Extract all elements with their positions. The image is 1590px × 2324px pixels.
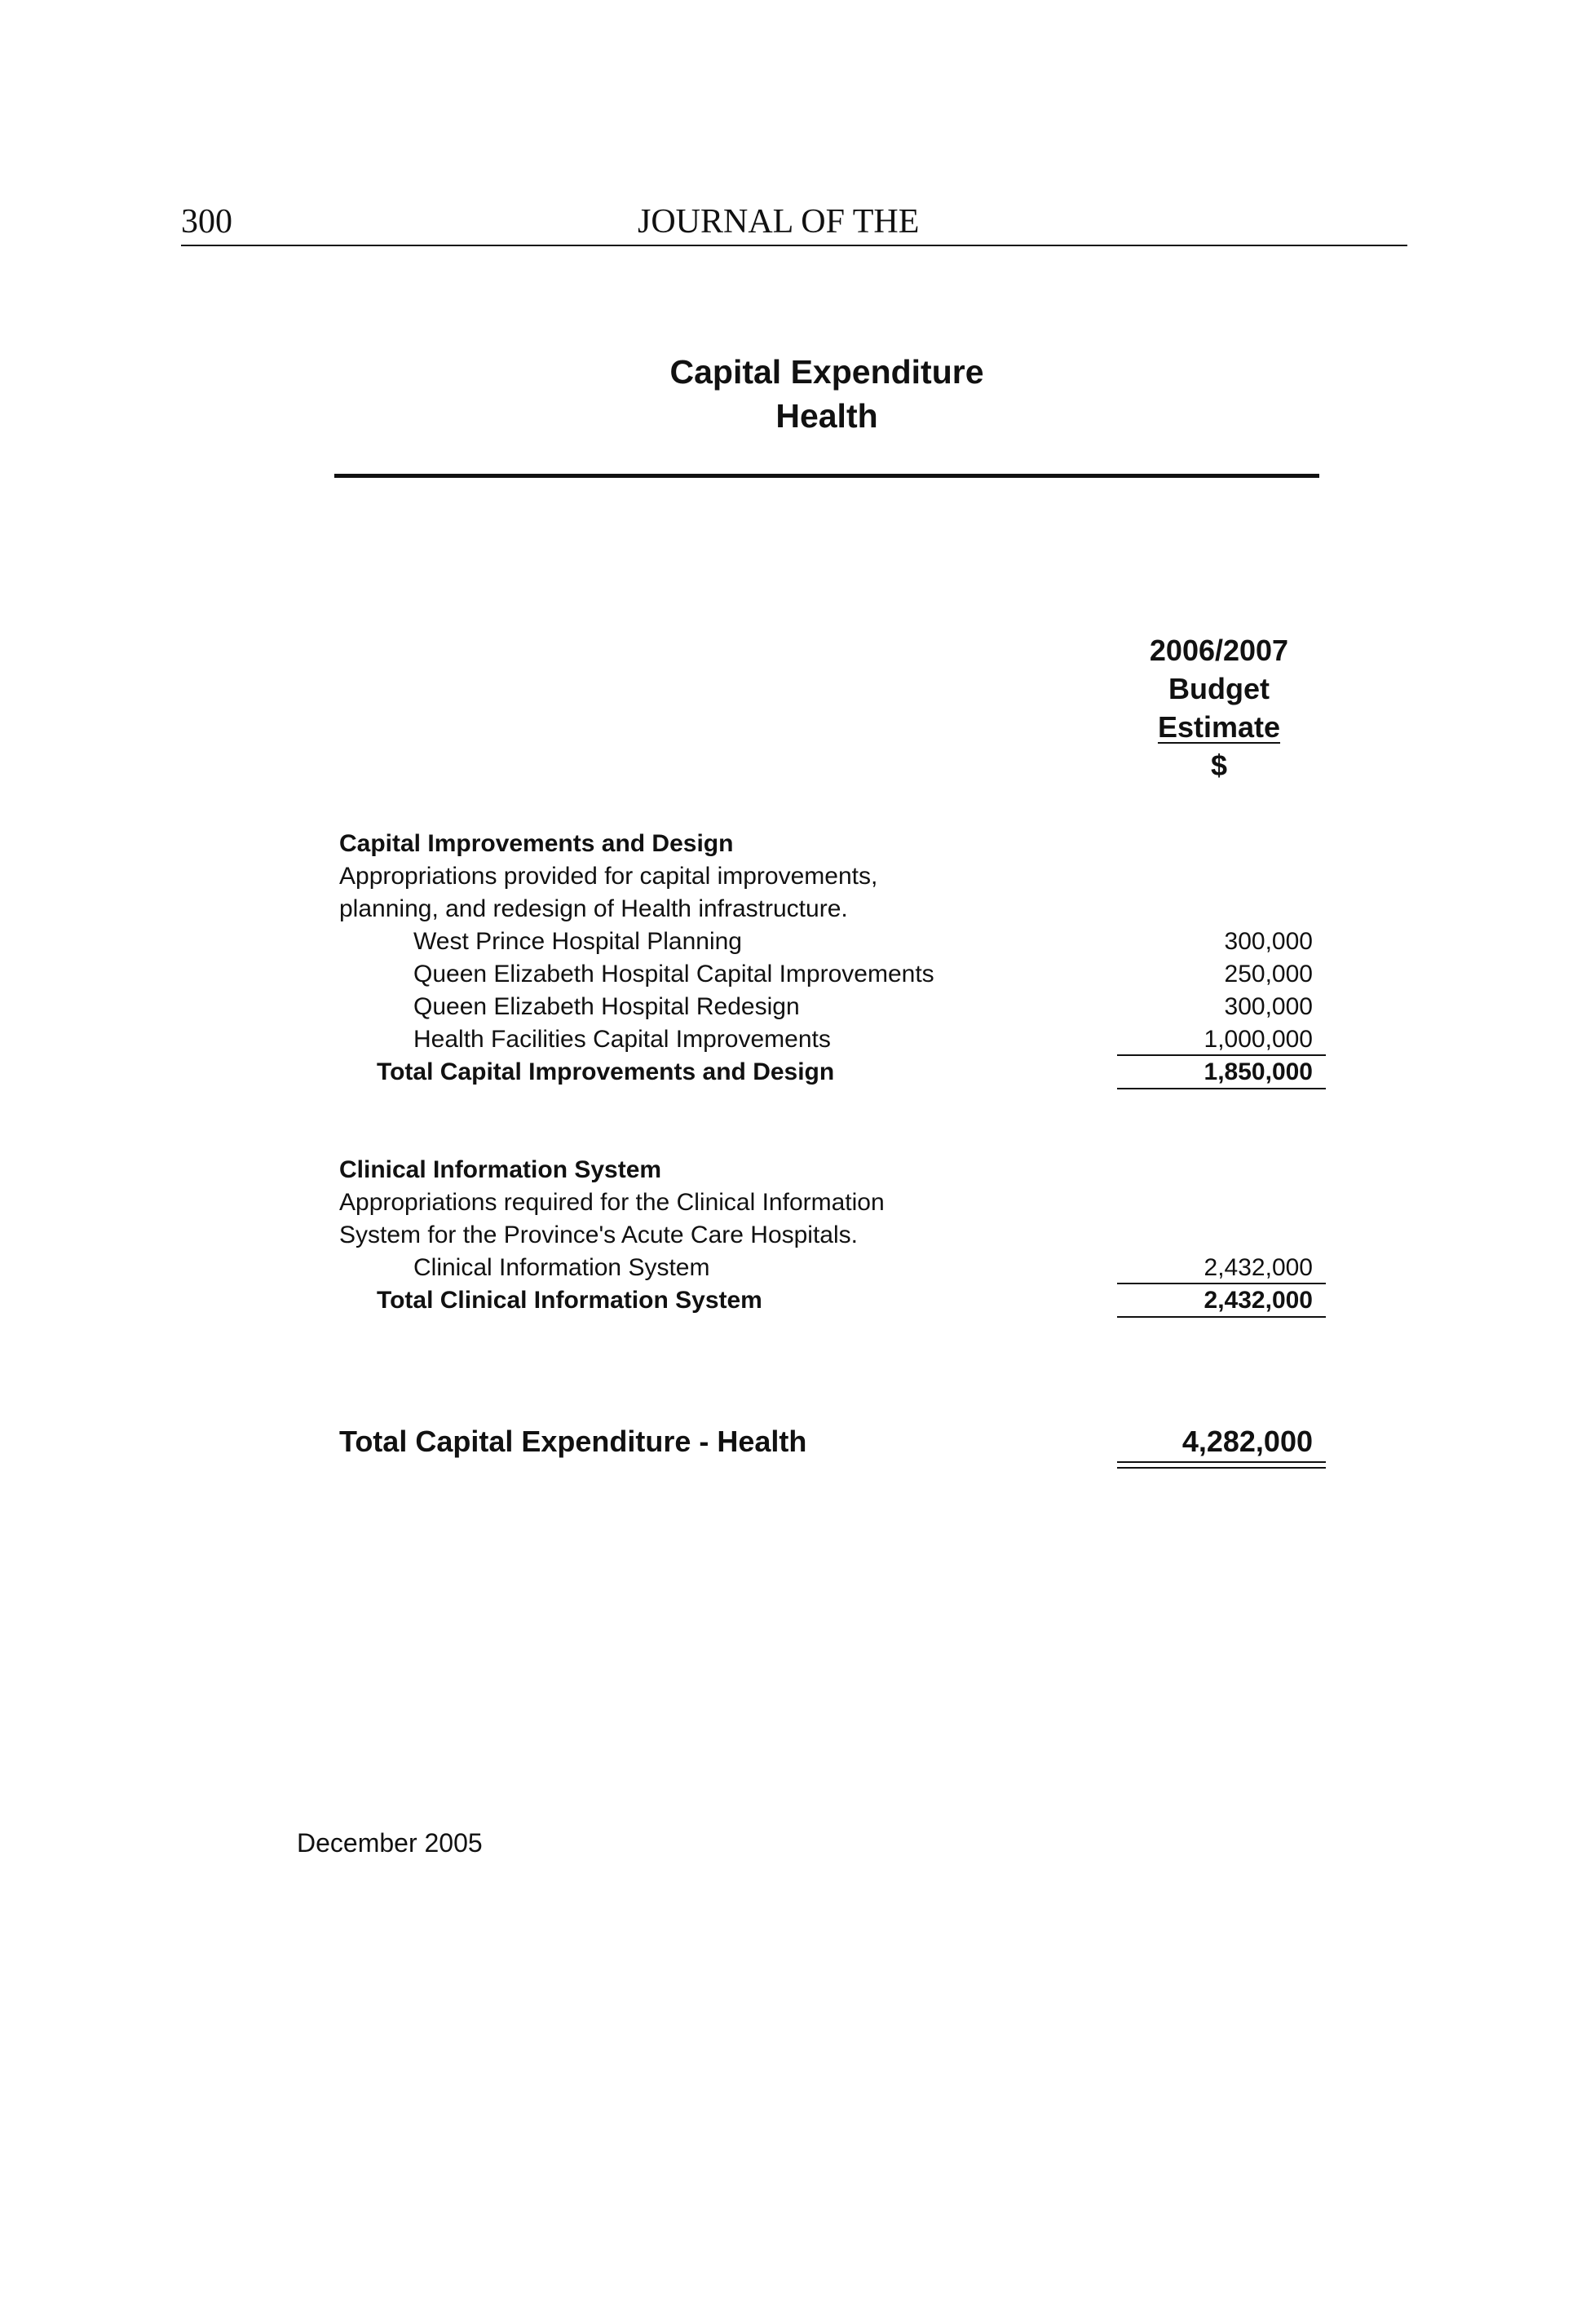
item-amount: 2,432,000	[1204, 1254, 1313, 1281]
section-description-line: planning, and redesign of Health infrastructure.	[339, 895, 848, 922]
page-number: 300	[181, 203, 232, 241]
section-description-line: System for the Province's Acute Care Hospitals.	[339, 1222, 858, 1248]
section-description-line: Appropriations required for the Clinical Information	[339, 1189, 885, 1216]
journal-title: JOURNAL OF THE	[638, 203, 920, 241]
column-header-estimate: Estimate	[1157, 710, 1281, 744]
total-rule	[1117, 1316, 1326, 1318]
grand-total-amount: 4,282,000	[1181, 1425, 1313, 1458]
section-total-amount: 2,432,000	[1204, 1287, 1313, 1314]
grand-total-label: Total Capital Expenditure - Health	[339, 1425, 807, 1458]
item-label: Queen Elizabeth Hospital Capital Improvements	[413, 961, 934, 987]
column-header-year: 2006/2007	[1149, 634, 1289, 667]
column-header-currency: $	[1210, 749, 1228, 782]
document-title: Capital Expenditure	[669, 353, 984, 391]
item-amount: 300,000	[1224, 928, 1313, 955]
item-label: Queen Elizabeth Hospital Redesign	[413, 993, 800, 1020]
section-total-label: Total Clinical Information System	[377, 1287, 762, 1314]
title-rule	[334, 474, 1319, 478]
grand-total-rule-bottom	[1117, 1467, 1326, 1469]
item-amount: 1,000,000	[1204, 1026, 1313, 1053]
item-label: Health Facilities Capital Improvements	[413, 1026, 831, 1053]
item-amount: 250,000	[1224, 961, 1313, 987]
item-amount: 300,000	[1224, 993, 1313, 1020]
running-head	[181, 199, 1407, 246]
section-description-line: Appropriations provided for capital improvements,	[339, 863, 878, 890]
item-label: Clinical Information System	[413, 1254, 710, 1281]
section-heading: Capital Improvements and Design	[339, 830, 734, 857]
column-header-budget: Budget	[1168, 672, 1270, 705]
document-subtitle: Health	[775, 397, 878, 435]
item-label: West Prince Hospital Planning	[413, 928, 742, 955]
column-header-estimate-wrap	[1117, 708, 1321, 746]
section-total-label: Total Capital Improvements and Design	[377, 1058, 835, 1085]
total-rule	[1117, 1088, 1326, 1089]
section-heading: Clinical Information System	[339, 1156, 662, 1183]
section-total-amount: 1,850,000	[1204, 1058, 1313, 1085]
footer-date: December 2005	[297, 1828, 483, 1858]
grand-total-rule-top	[1117, 1461, 1326, 1463]
